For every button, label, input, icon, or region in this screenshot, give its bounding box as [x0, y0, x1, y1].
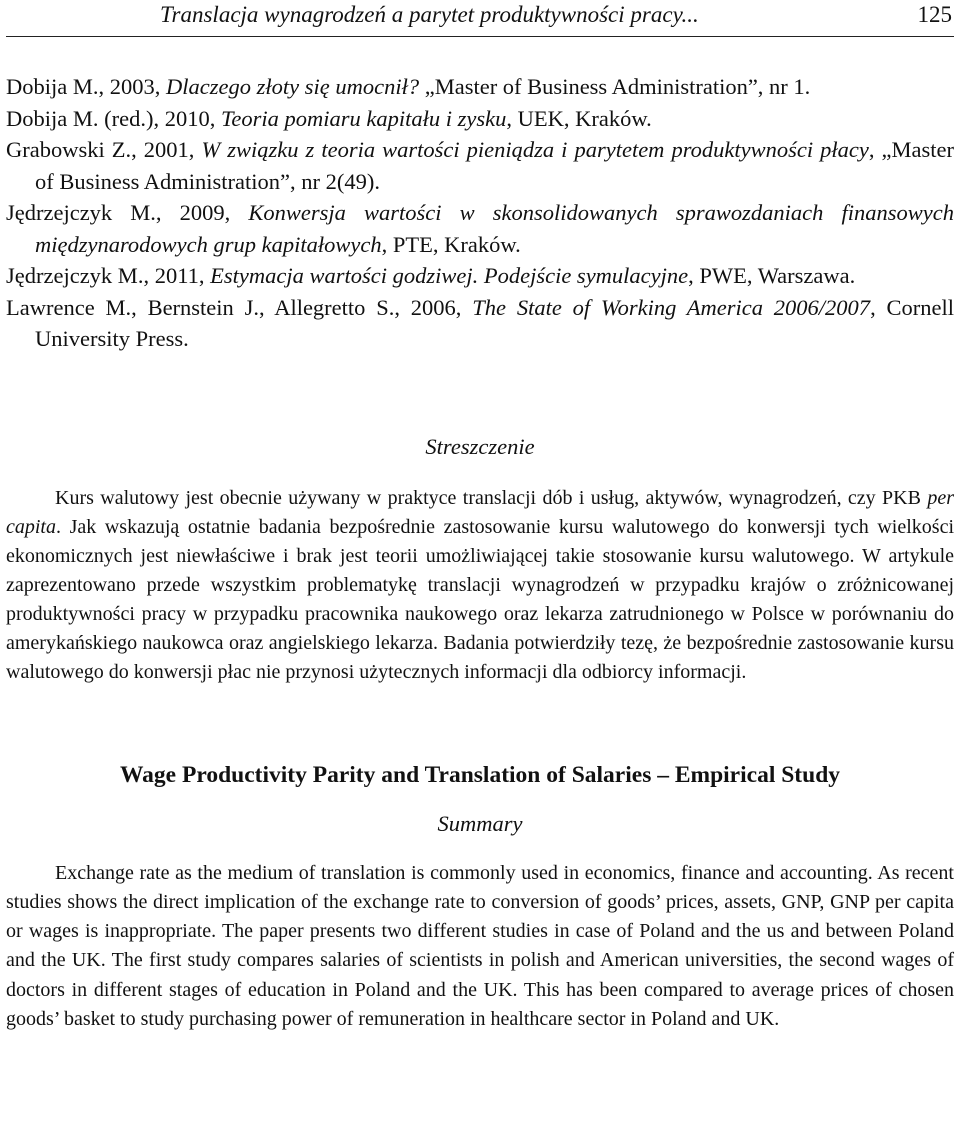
document-page	[6, 0, 954, 1034]
reference-title: Dlaczego złoty się umocnił?	[166, 74, 420, 99]
abstract-pl-text-part2: . Jak wskazują ostatnie badania bezpośrednie zastosowanie kursu walutowego do konwersji tych wielkości ekonomicznych jest niewłaściwe i brak jest teorii umożliwiającej takie stosowanie kursu walutowego. W artykule zaprezentowano przede wszystkim problematykę translacji wynagrodzeń w przypadku krajów o zróżnicowanej produktywności pracy w przypadku pracownika naukowego oraz lekarza zatrudnionego w Polsce w porównaniu do amerykańskiego naukowca oraz angielskiego lekarza. Badania potwierdziły tezę, że bezpośrednie zastosowanie kursu walutowego do konwersji płac nie przynosi użytecznych informacji dla odbiorcy informacji.	[6, 515, 954, 684]
reference-publication: , PTE, Kraków.	[381, 231, 521, 257]
page-number: 125	[917, 2, 952, 27]
reference-item	[6, 292, 954, 355]
reference-item	[6, 71, 954, 103]
reference-item	[6, 134, 954, 197]
reference-publication: , PWE, Warszawa.	[688, 263, 856, 288]
reference-authors: Jędrzejczyk M., 2011,	[6, 263, 211, 288]
references-list	[6, 71, 954, 355]
reference-authors: Dobija M. (red.), 2010,	[6, 105, 221, 131]
abstract-pl-text-part1: Kurs walutowy jest obecnie używany w praktyce translacji dób i usług, aktywów, wynagrodzeń, czy PKB	[55, 486, 928, 509]
summary-heading: Summary	[437, 811, 523, 837]
reference-item	[6, 197, 954, 260]
reference-publication: „Master of Business Administration”, nr 1.	[419, 74, 811, 99]
reference-authors: Lawrence M., Bernstein J., Allegretto S., 2006,	[6, 294, 473, 320]
reference-title: Teoria pomiaru kapitału i zysku	[220, 105, 507, 131]
abstract-pl-italic-term: per capita	[6, 486, 954, 538]
reference-title: W związku z teoria wartości pieniądza i parytetem produktywności płacy	[201, 137, 869, 162]
running-header	[6, 0, 954, 37]
reference-title: The State of Working America 2006/2007	[472, 294, 871, 320]
reference-title: Konwersja wartości w skonsolidowanych sprawozdaniach finansowych międzynarodowych grup kapitałowych	[35, 200, 954, 257]
reference-publication: , Cornell University Press.	[35, 294, 954, 351]
reference-publication: , „Master of Business Administration”, nr 2(49).	[35, 137, 954, 194]
english-article-title: Wage Productivity Parity and Translation of Salaries – Empirical Study	[119, 762, 841, 789]
running-title: Translacja wynagrodzeń a parytet produktywności pracy...	[160, 2, 699, 27]
abstract-pl-body	[6, 484, 954, 688]
summary-body: Exchange rate as the medium of translation is commonly used in economics, finance and accounting. As recent studies shows the direct implication of the exchange rate to conversion of goods’ prices, assets, GNP, GNP per capita or wages is inappropriate. The paper presents two different studies in case of Poland and the us and between Poland and the UK. The first study compares salaries of scientists in polish and American universities, the second wages of doctors in different stages of education in Poland and the UK. This has been compared to average prices of chosen goods’ basket to study purchasing power of remuneration in healthcare sector in Poland and UK.	[6, 862, 954, 1030]
reference-item	[6, 260, 954, 292]
reference-item	[6, 103, 954, 135]
reference-authors: Dobija M., 2003,	[6, 74, 166, 99]
reference-authors: Jędrzejczyk M., 2009,	[6, 200, 249, 225]
reference-publication: , UEK, Kraków.	[506, 105, 652, 131]
reference-authors: Grabowski Z., 2001,	[6, 137, 202, 162]
abstract-pl-heading: Streszczenie	[425, 433, 535, 459]
reference-title: Estymacja wartości godziwej. Podejście symulacyjne	[210, 263, 689, 288]
